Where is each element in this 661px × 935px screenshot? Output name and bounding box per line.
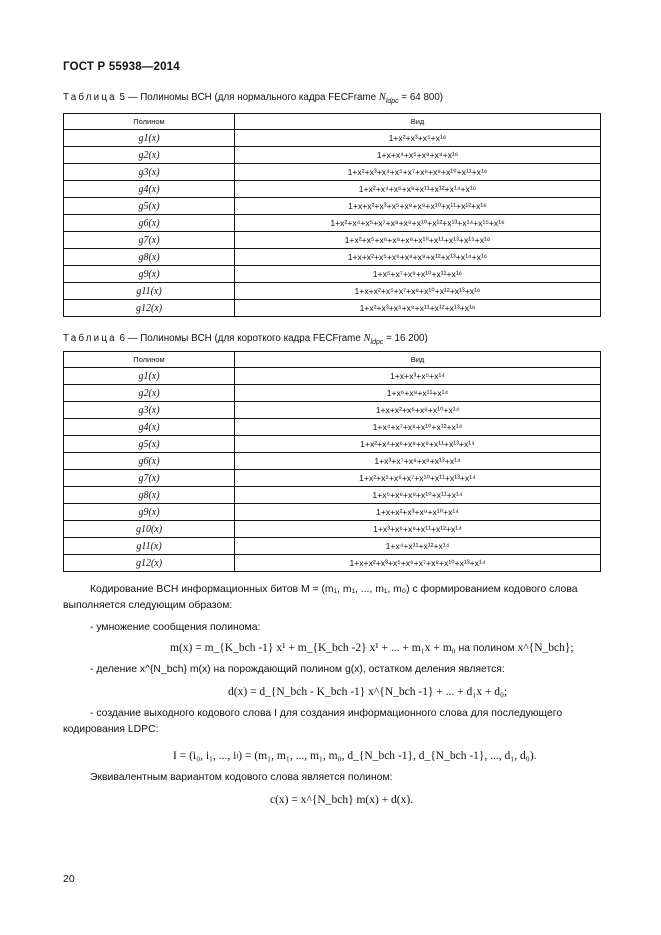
polynomial-name: g3(x): [64, 164, 235, 181]
polynomial-name: g1(x): [64, 130, 235, 147]
polynomial-name: g10(x): [64, 521, 235, 538]
polynomial-form: 1+x⁴+x⁷+x⁸+x¹⁰+x¹²+x¹⁴: [235, 419, 601, 436]
polynomial-name: g11(x): [64, 538, 235, 555]
paragraph-encoding: Кодирование BCH информационных битов M = (m₁, m₁, ..., m₁, m₀) с формированием кодового слова выполняется следующим образом:: [63, 584, 578, 611]
table-row: [64, 487, 601, 504]
polynomial-name: g2(x): [64, 385, 235, 402]
table5-caption: [63, 92, 443, 105]
polynomial-form: 1+x⁶+x⁸+x¹¹+x¹⁴: [235, 385, 601, 402]
table5-col-view: Вид: [235, 114, 601, 130]
polynomial-name: g7(x): [64, 232, 235, 249]
table-row: [64, 538, 601, 555]
table-row: [64, 130, 601, 147]
table-row: [64, 453, 601, 470]
table5: [63, 113, 601, 317]
table5-body: [64, 130, 601, 317]
paragraph-division: - деление x^{N_bch} m(x) на порождающий полином g(x), остатком деления является:: [90, 664, 505, 675]
polynomial-form: 1+x+x²+x³+x⁹+x¹⁰+x¹⁴: [235, 504, 601, 521]
table-row: [64, 283, 601, 300]
polynomial-form: 1+x⁵+x⁷+x⁹+x¹⁰+x¹¹+x¹⁶: [235, 266, 601, 283]
polynomial-name: g3(x): [64, 402, 235, 419]
table6-caption-tail: = 16 200): [383, 333, 428, 344]
polynomial-form: 1+x+x²+x³+x⁵+x⁶+x⁷+x⁸+x¹⁰+x¹³+x¹⁴: [235, 555, 601, 572]
polynomial-name: g7(x): [64, 470, 235, 487]
table-row: [64, 232, 601, 249]
table-row: [64, 249, 601, 266]
table-row: [64, 419, 601, 436]
table-row: [64, 164, 601, 181]
table6-col-view: Вид: [235, 352, 601, 368]
polynomial-form: 1+x³+x⁶+x⁹+x¹¹+x¹²+x¹⁴: [235, 521, 601, 538]
polynomial-form: 1+x+x²+x⁵+x⁷+x⁸+x¹⁰+x¹²+x¹³+x¹⁶: [235, 283, 601, 300]
polynomial-name: g2(x): [64, 147, 235, 164]
polynomial-name: g8(x): [64, 487, 235, 504]
table6-caption-var: N: [363, 333, 371, 344]
polynomial-name: g12(x): [64, 300, 235, 317]
polynomial-form: 1+x²+x⁴+x⁶+x⁸+x⁹+x¹¹+x¹³+x¹⁴: [235, 436, 601, 453]
paragraph-multiply: - умножение сообщения полинома:: [90, 622, 261, 633]
formula-message-poly: [170, 642, 574, 654]
formula-codeword: I = (i₀, i₁, ..., iₗ) = (m₁, m₁, ..., m₁, m₀, d_{N_bch -1}, d_{N_bch -1}, ..., d₁, d₀).: [173, 750, 537, 762]
table6-caption: [63, 333, 428, 346]
polynomial-form: 1+x⁴+x¹¹+x¹²+x¹⁴: [235, 538, 601, 555]
table-row: [64, 198, 601, 215]
polynomial-form: 1+x²+x⁴+x⁶+x⁹+x¹¹+x¹²+x¹⁴+x¹⁶: [235, 181, 601, 198]
table-row: [64, 266, 601, 283]
formula-message-poly-expr: m(x) = m_{K_bch -1} x¹ + m_{K_bch -2} x¹ + ... + m₁x + m₀: [170, 642, 456, 654]
table5-caption-var: N: [378, 92, 386, 103]
paragraph-equivalent: Эквивалентным вариантом кодового слова является полином:: [90, 772, 393, 783]
paragraph-codeword: - создание выходного кодового слова I для создания информационного слова для последующего кодирования LDPC:: [63, 708, 563, 735]
table-row: [64, 402, 601, 419]
table6-caption-text: — Полиномы BCH (для короткого кадра FECFrame: [127, 333, 364, 344]
polynomial-name: g4(x): [64, 419, 235, 436]
polynomial-name: g6(x): [64, 215, 235, 232]
polynomial-form: 1+x+x²+x⁶+x⁹+x¹⁰+x¹⁴: [235, 402, 601, 419]
table-row: [64, 555, 601, 572]
page-number: 20: [63, 873, 75, 885]
polynomial-form: 1+x²+x⁴+x⁵+x⁷+x⁸+x⁹+x¹⁰+x¹²+x¹³+x¹⁴+x¹⁵+x¹⁶: [235, 215, 601, 232]
standard-code: ГОСТ Р 55938—2014: [63, 61, 180, 73]
polynomial-form: 1+x+x²+x⁵+x⁶+x⁸+x⁹+x¹²+x¹³+x¹⁴+x¹⁶: [235, 249, 601, 266]
polynomial-form: 1+x⁵+x⁸+x⁹+x¹⁰+x¹¹+x¹⁴: [235, 487, 601, 504]
table-row: [64, 521, 601, 538]
table6-caption-sub: ldpc: [370, 338, 384, 346]
polynomial-name: g4(x): [64, 181, 235, 198]
polynomial-form: 1+x³+x⁷+x⁸+x⁹+x¹³+x¹⁴: [235, 453, 601, 470]
polynomial-name: g12(x): [64, 555, 235, 572]
polynomial-name: g9(x): [64, 504, 235, 521]
table6-caption-num: 6: [119, 333, 125, 344]
table6-caption-word: Таблица: [63, 333, 117, 344]
table-row: [64, 470, 601, 487]
table-row: [64, 300, 601, 317]
polynomial-name: g1(x): [64, 368, 235, 385]
table5-caption-text: — Полиномы BCH (для нормального кадра FECFrame: [127, 92, 379, 103]
formula-polynomial: c(x) = x^{N_bch} m(x) + d(x).: [270, 794, 414, 806]
table5-caption-sub: ldpc: [385, 97, 399, 105]
table6: [63, 351, 601, 572]
table5-col-poly: Полином: [64, 114, 235, 130]
polynomial-name: g5(x): [64, 436, 235, 453]
polynomial-form: 1+x+x⁴+x⁵+x⁸+x⁸+x¹⁶: [235, 147, 601, 164]
polynomial-form: 1+x+x³+x⁵+x¹⁴: [235, 368, 601, 385]
table-row: [64, 436, 601, 453]
table6-body: [64, 368, 601, 572]
polynomial-form: 1+x²+x⁵+x⁶+x⁷+x¹⁰+x¹¹+x¹³+x¹⁴: [235, 470, 601, 487]
polynomial-name: g11(x): [64, 283, 235, 300]
table-row: [64, 368, 601, 385]
formula-remainder: d(x) = d_{N_bch - K_bch -1} x^{N_bch -1} + ... + d₁x + d₀;: [228, 686, 508, 698]
polynomial-name: g6(x): [64, 453, 235, 470]
polynomial-form: 1+x²+x³+x⁵+x¹⁶: [235, 130, 601, 147]
polynomial-name: g9(x): [64, 266, 235, 283]
table-row: [64, 147, 601, 164]
table-row: [64, 385, 601, 402]
table-row: [64, 215, 601, 232]
table-row: [64, 181, 601, 198]
table5-caption-tail: = 64 800): [398, 92, 444, 103]
polynomial-form: 1+x+x²+x³+x⁵+x⁸+x⁹+x¹⁰+x¹¹+x¹²+x¹⁶: [235, 198, 601, 215]
polynomial-form: 1+x²+x⁵+x⁶+x⁸+x⁹+x¹⁰+x¹¹+x¹³+x¹⁵+x¹⁶: [235, 232, 601, 249]
table-row: [64, 504, 601, 521]
formula-message-poly-tail: на полином: [458, 643, 515, 654]
table5-caption-word: Таблица: [63, 92, 117, 103]
formula-message-poly-tail2: x^{N_bch};: [517, 642, 574, 654]
table5-caption-num: 5: [119, 92, 125, 103]
table6-col-poly: Полином: [64, 352, 235, 368]
polynomial-form: 1+x²+x³+x⁵+x⁹+x¹¹+x¹²+x¹³+x¹⁶: [235, 300, 601, 317]
polynomial-form: 1+x²+x³+x⁴+x⁵+x⁷+x⁸+x⁹+x¹⁰+x¹¹+x¹⁶: [235, 164, 601, 181]
polynomial-name: g8(x): [64, 249, 235, 266]
polynomial-name: g5(x): [64, 198, 235, 215]
